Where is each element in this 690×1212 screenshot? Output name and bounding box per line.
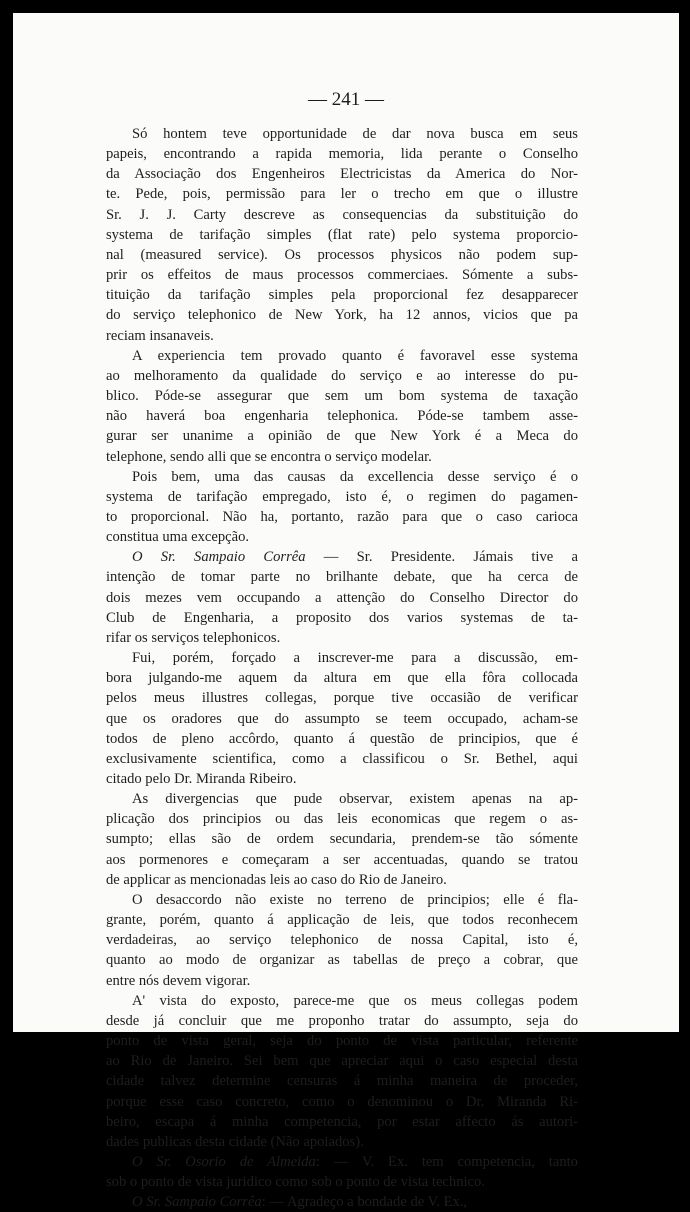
paragraph xyxy=(106,890,578,991)
text-line xyxy=(106,1192,578,1212)
text-line: systema de tarifação empregado, isto é, o regimen do pagamen- xyxy=(106,488,578,505)
text-line: As divergencias que pude observar, existem apenas na ap- xyxy=(132,791,578,808)
speaker-name: O Sr. Sampaio Corrêa xyxy=(132,549,306,566)
speech-text: : — Agradeço a bondade de V. Ex., xyxy=(261,1194,468,1211)
text-line: prir os effeitos de maus processos commerciaes. Sómente a subs- xyxy=(106,267,578,284)
text-line: bora julgando-me aquem da altura em que ella fôra collocada xyxy=(106,670,578,687)
document-page xyxy=(13,13,679,1211)
text-line: todos de pleno accôrdo, quanto á questão de principios, que é xyxy=(106,730,578,747)
text-line: pelos meus illustres collegas, porque tive occasião de verificar xyxy=(106,690,578,707)
text-line: Fui, porém, forçado a inscrever-me para a discussão, em- xyxy=(132,650,578,667)
text-line: da Associação dos Engenheiros Electricistas da America do Nor- xyxy=(106,166,578,183)
text-line: quanto ao modo de organizar as tabellas de preço a cobrar, que xyxy=(106,952,578,969)
text-line: verdadeiras, ao serviço telephonico de nossa Capital, isto é, xyxy=(106,932,578,949)
paragraph xyxy=(106,1152,578,1192)
text-line: rifar os serviços telephonicos. xyxy=(106,629,281,646)
text-line: Só hontem teve opportunidade de dar nova busca em seus xyxy=(132,126,578,142)
text-line: Sr. J. J. Carty descreve as consequencias da substituição do xyxy=(106,206,578,223)
body-text xyxy=(106,124,578,1212)
text-line: que os oradores que do assumpto se teem occupado, acham-se xyxy=(106,710,578,727)
text-line: te. Pede, pois, permissão para ler o trecho em que o illustre xyxy=(106,186,578,203)
paragraph xyxy=(106,991,578,1152)
text-line: sumpto; ellas são de ordem secundaria, prendem-se tão sómente xyxy=(106,831,578,848)
text-line: A' vista do exposto, parece-me que os meus collegas podem xyxy=(132,992,578,1009)
page-number: — 241 — xyxy=(308,89,384,110)
text-line: dades publicas desta cidade (Não apoiados). xyxy=(106,1133,364,1150)
text-line: aos pormenores e começaram a ser accentuadas, quando se tratou xyxy=(106,851,578,868)
speech-text: : — V. Ex. tem competencia, tanto xyxy=(315,1153,578,1170)
speech-text: — Sr. Presidente. Jámais tive a xyxy=(305,549,578,566)
text-line: ao melhoramento da qualidade do serviço e ao interesse do pu- xyxy=(106,367,578,384)
text-line: Club de Engenharia, a proposito dos varios systemas de ta- xyxy=(106,609,578,626)
text-line: papeis, encontrando a rapida memoria, lida perante o Conselho xyxy=(106,146,578,163)
paragraph xyxy=(106,1192,578,1212)
text-line xyxy=(106,1152,578,1172)
text-line: O desaccordo não existe no terreno de principios; elle é fla- xyxy=(132,891,578,908)
paragraph xyxy=(106,789,578,890)
text-line: intenção de tomar parte no brilhante debate, que ha cerca de xyxy=(106,569,578,586)
text-line: sob o ponto de vista juridico como sob o ponto de vista technico. xyxy=(106,1174,485,1191)
text-line: to proporcional. Não ha, portanto, razão para que o caso carioca xyxy=(106,508,578,525)
text-line: porque esse caso concreto, como o denominou o Dr. Miranda Ri- xyxy=(106,1093,578,1110)
paragraph xyxy=(106,124,578,346)
text-line: constitua uma excepção. xyxy=(106,529,250,546)
text-line xyxy=(106,547,578,567)
paragraph xyxy=(106,648,578,789)
paragraph xyxy=(106,467,578,548)
text-line: do serviço telephonico de New York, ha 12 annos, vicios que pa xyxy=(106,307,578,324)
text-line: gurar ser unanime a opinião de que New York é a Meca do xyxy=(106,428,578,445)
text-line: tituição da tarifação simples pela proporcional fez desapparecer xyxy=(106,287,578,304)
paragraph xyxy=(106,346,578,467)
text-line: não haverá boa engenharia telephonica. Póde-se tambem asse- xyxy=(106,408,578,425)
text-line: systema de tarifação simples (flat rate) pelo systema proporcio- xyxy=(106,226,578,243)
text-line: plicação dos principios ou das leis economicas que regem o as- xyxy=(106,811,578,828)
text-line: de applicar as mencionadas leis ao caso do Rio de Janeiro. xyxy=(106,871,447,888)
text-line: beiro, escapa á minha competencia, por estar affecto ás autori- xyxy=(106,1113,578,1130)
text-line: cidade talvez determine censuras á minha maneira de proceder, xyxy=(106,1073,578,1090)
text-line: grante, porém, quanto á applicação de leis, que todos reconhecem xyxy=(106,912,578,929)
text-line: A experiencia tem provado quanto é favoravel esse systema xyxy=(132,347,578,364)
text-line: nal (measured service). Os processos physicos não podem sup- xyxy=(106,246,578,263)
text-line: citado pelo Dr. Miranda Ribeiro. xyxy=(106,771,297,787)
paragraph xyxy=(106,547,578,648)
speaker-name: O Sr. Sampaio Corrêa xyxy=(132,1194,262,1211)
text-line: exclusivamente scientifica, como a classificou o Sr. Bethel, aqui xyxy=(106,750,578,767)
text-line: telephone, sendo alli que se encontra o serviço modelar. xyxy=(106,448,432,465)
text-line: reciam insanaveis. xyxy=(106,327,214,344)
text-line: ponto de vista geral, seja do ponto de vista particular, referente xyxy=(106,1033,578,1050)
text-line: dois mezes vem occupando a attenção do Conselho Director do xyxy=(106,589,578,606)
text-line: blico. Póde-se assegurar que sem um bom systema de taxação xyxy=(106,388,578,405)
text-line: entre nós devem vigorar. xyxy=(106,972,251,989)
text-line: ao Rio de Janeiro. Sei bem que apreciar aqui o caso especial desta xyxy=(106,1053,578,1070)
speaker-name: O Sr. Osorio de Almeida xyxy=(132,1153,316,1170)
text-line: desde já concluir que me proponho tratar do assumpto, seja do xyxy=(106,1012,578,1029)
text-line: Pois bem, uma das causas da excellencia desse serviço é o xyxy=(132,468,578,485)
